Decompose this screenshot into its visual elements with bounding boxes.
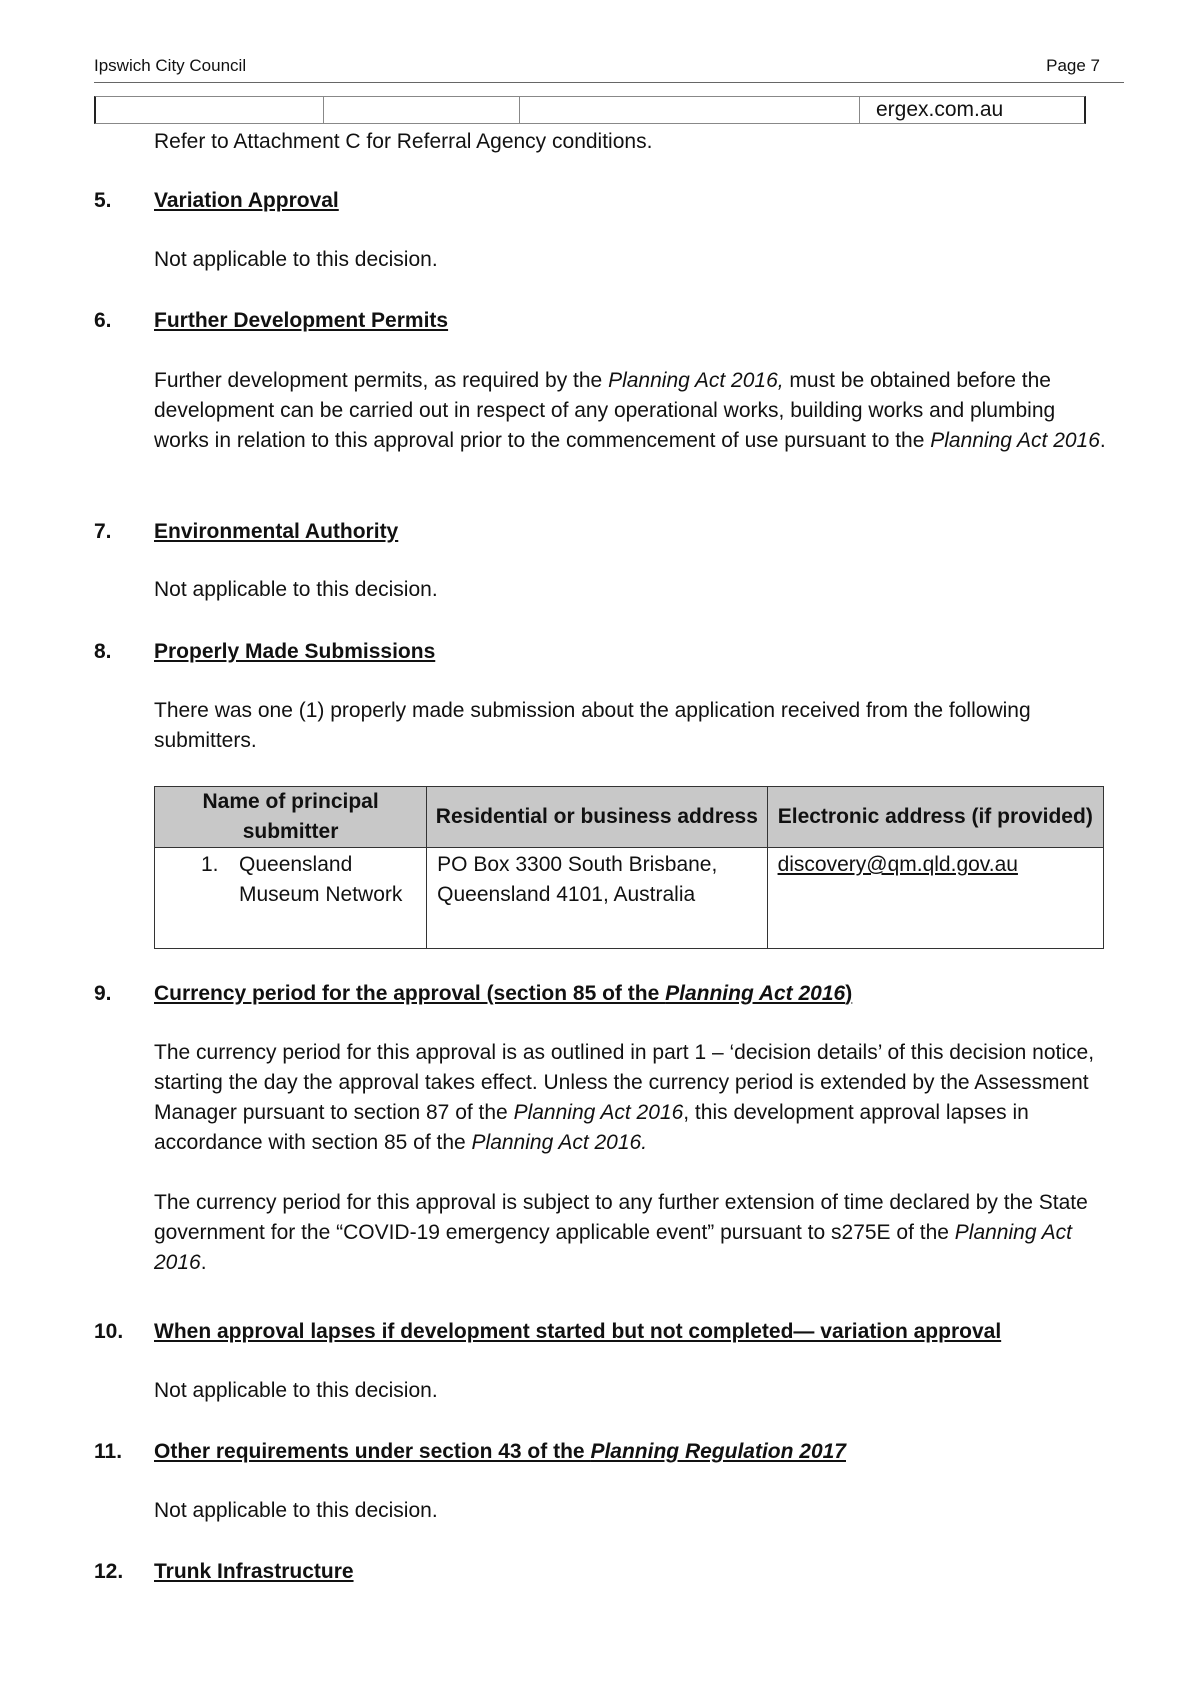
section-heading: Other requirements under section 43 of the Planning Regulation 2017 xyxy=(154,1440,846,1463)
section-heading: Currency period for the approval (section 85 of the Planning Act 2016) xyxy=(154,982,853,1005)
header-page-number: Page 7 xyxy=(1046,56,1100,75)
section-body: Not applicable to this decision. xyxy=(154,578,438,601)
section-number: 8. xyxy=(94,640,112,663)
section-body: The currency period for this approval is as outlined in part 1 – ‘decision details’ of this decision notice, starting the day the approval takes effect. Unless the currency period is extended by the Assessment Manager pursuant to section 87 of the Planning Act 2016, this development approval lapses in accordance with section 85 of the Planning Act 2016. xyxy=(154,1041,1095,1154)
section-number: 9. xyxy=(94,982,112,1005)
table-header: Electronic address (if provided) xyxy=(767,787,1103,848)
page-header xyxy=(94,52,1124,83)
section-number: 7. xyxy=(94,520,112,543)
section-body: Further development permits, as required by the Planning Act 2016, must be obtained before the development can be carried out in respect of any operational works, building works and plumbing works in relation to this approval prior to the commencement of use pursuant to the Planning Act 2016. xyxy=(154,369,1106,452)
section-heading: When approval lapses if development started but not completed— variation approval xyxy=(154,1320,1002,1343)
table-header: Name of principal submitter xyxy=(155,787,427,848)
submitter-email-link[interactable]: discovery@qm.qld.gov.au xyxy=(777,853,1018,876)
section-body: Not applicable to this decision. xyxy=(154,1379,438,1402)
submitter-address-cell: PO Box 3300 South Brisbane, Queensland 4101, Australia xyxy=(427,848,767,949)
section-number: 12. xyxy=(94,1560,124,1583)
section-heading: Further Development Permits xyxy=(154,309,449,332)
referral-note: Refer to Attachment C for Referral Agency conditions. xyxy=(154,130,653,153)
section-heading: Variation Approval xyxy=(154,189,339,212)
table-header: Residential or business address xyxy=(427,787,767,848)
section-heading: Environmental Authority xyxy=(154,520,399,543)
section-body: Not applicable to this decision. xyxy=(154,248,438,271)
section-number: 5. xyxy=(94,189,112,212)
table-row xyxy=(155,848,1104,949)
section-body: The currency period for this approval is subject to any further extension of time declared by the State government for the “COVID-19 emergency applicable event” pursuant to s275E of the Planning Act 2016. xyxy=(154,1191,1088,1274)
continued-table-fragment xyxy=(94,96,1086,124)
section-number: 6. xyxy=(94,309,112,332)
submitter-email-cell xyxy=(767,848,1103,949)
section-number: 11. xyxy=(94,1440,123,1463)
section-number: 10. xyxy=(94,1320,124,1343)
section-body: Not applicable to this decision. xyxy=(154,1499,438,1522)
section-body: There was one (1) properly made submission about the application received from the following submitters. xyxy=(154,699,1031,752)
submitter-name-cell: 1. Queensland Museum Network xyxy=(155,848,427,949)
section-heading: Properly Made Submissions xyxy=(154,640,436,663)
submitters-table xyxy=(154,786,1104,949)
fragment-email-suffix: ergex.com.au xyxy=(876,98,1004,121)
section-heading: Trunk Infrastructure xyxy=(154,1560,354,1583)
header-org: Ipswich City Council xyxy=(94,56,247,75)
